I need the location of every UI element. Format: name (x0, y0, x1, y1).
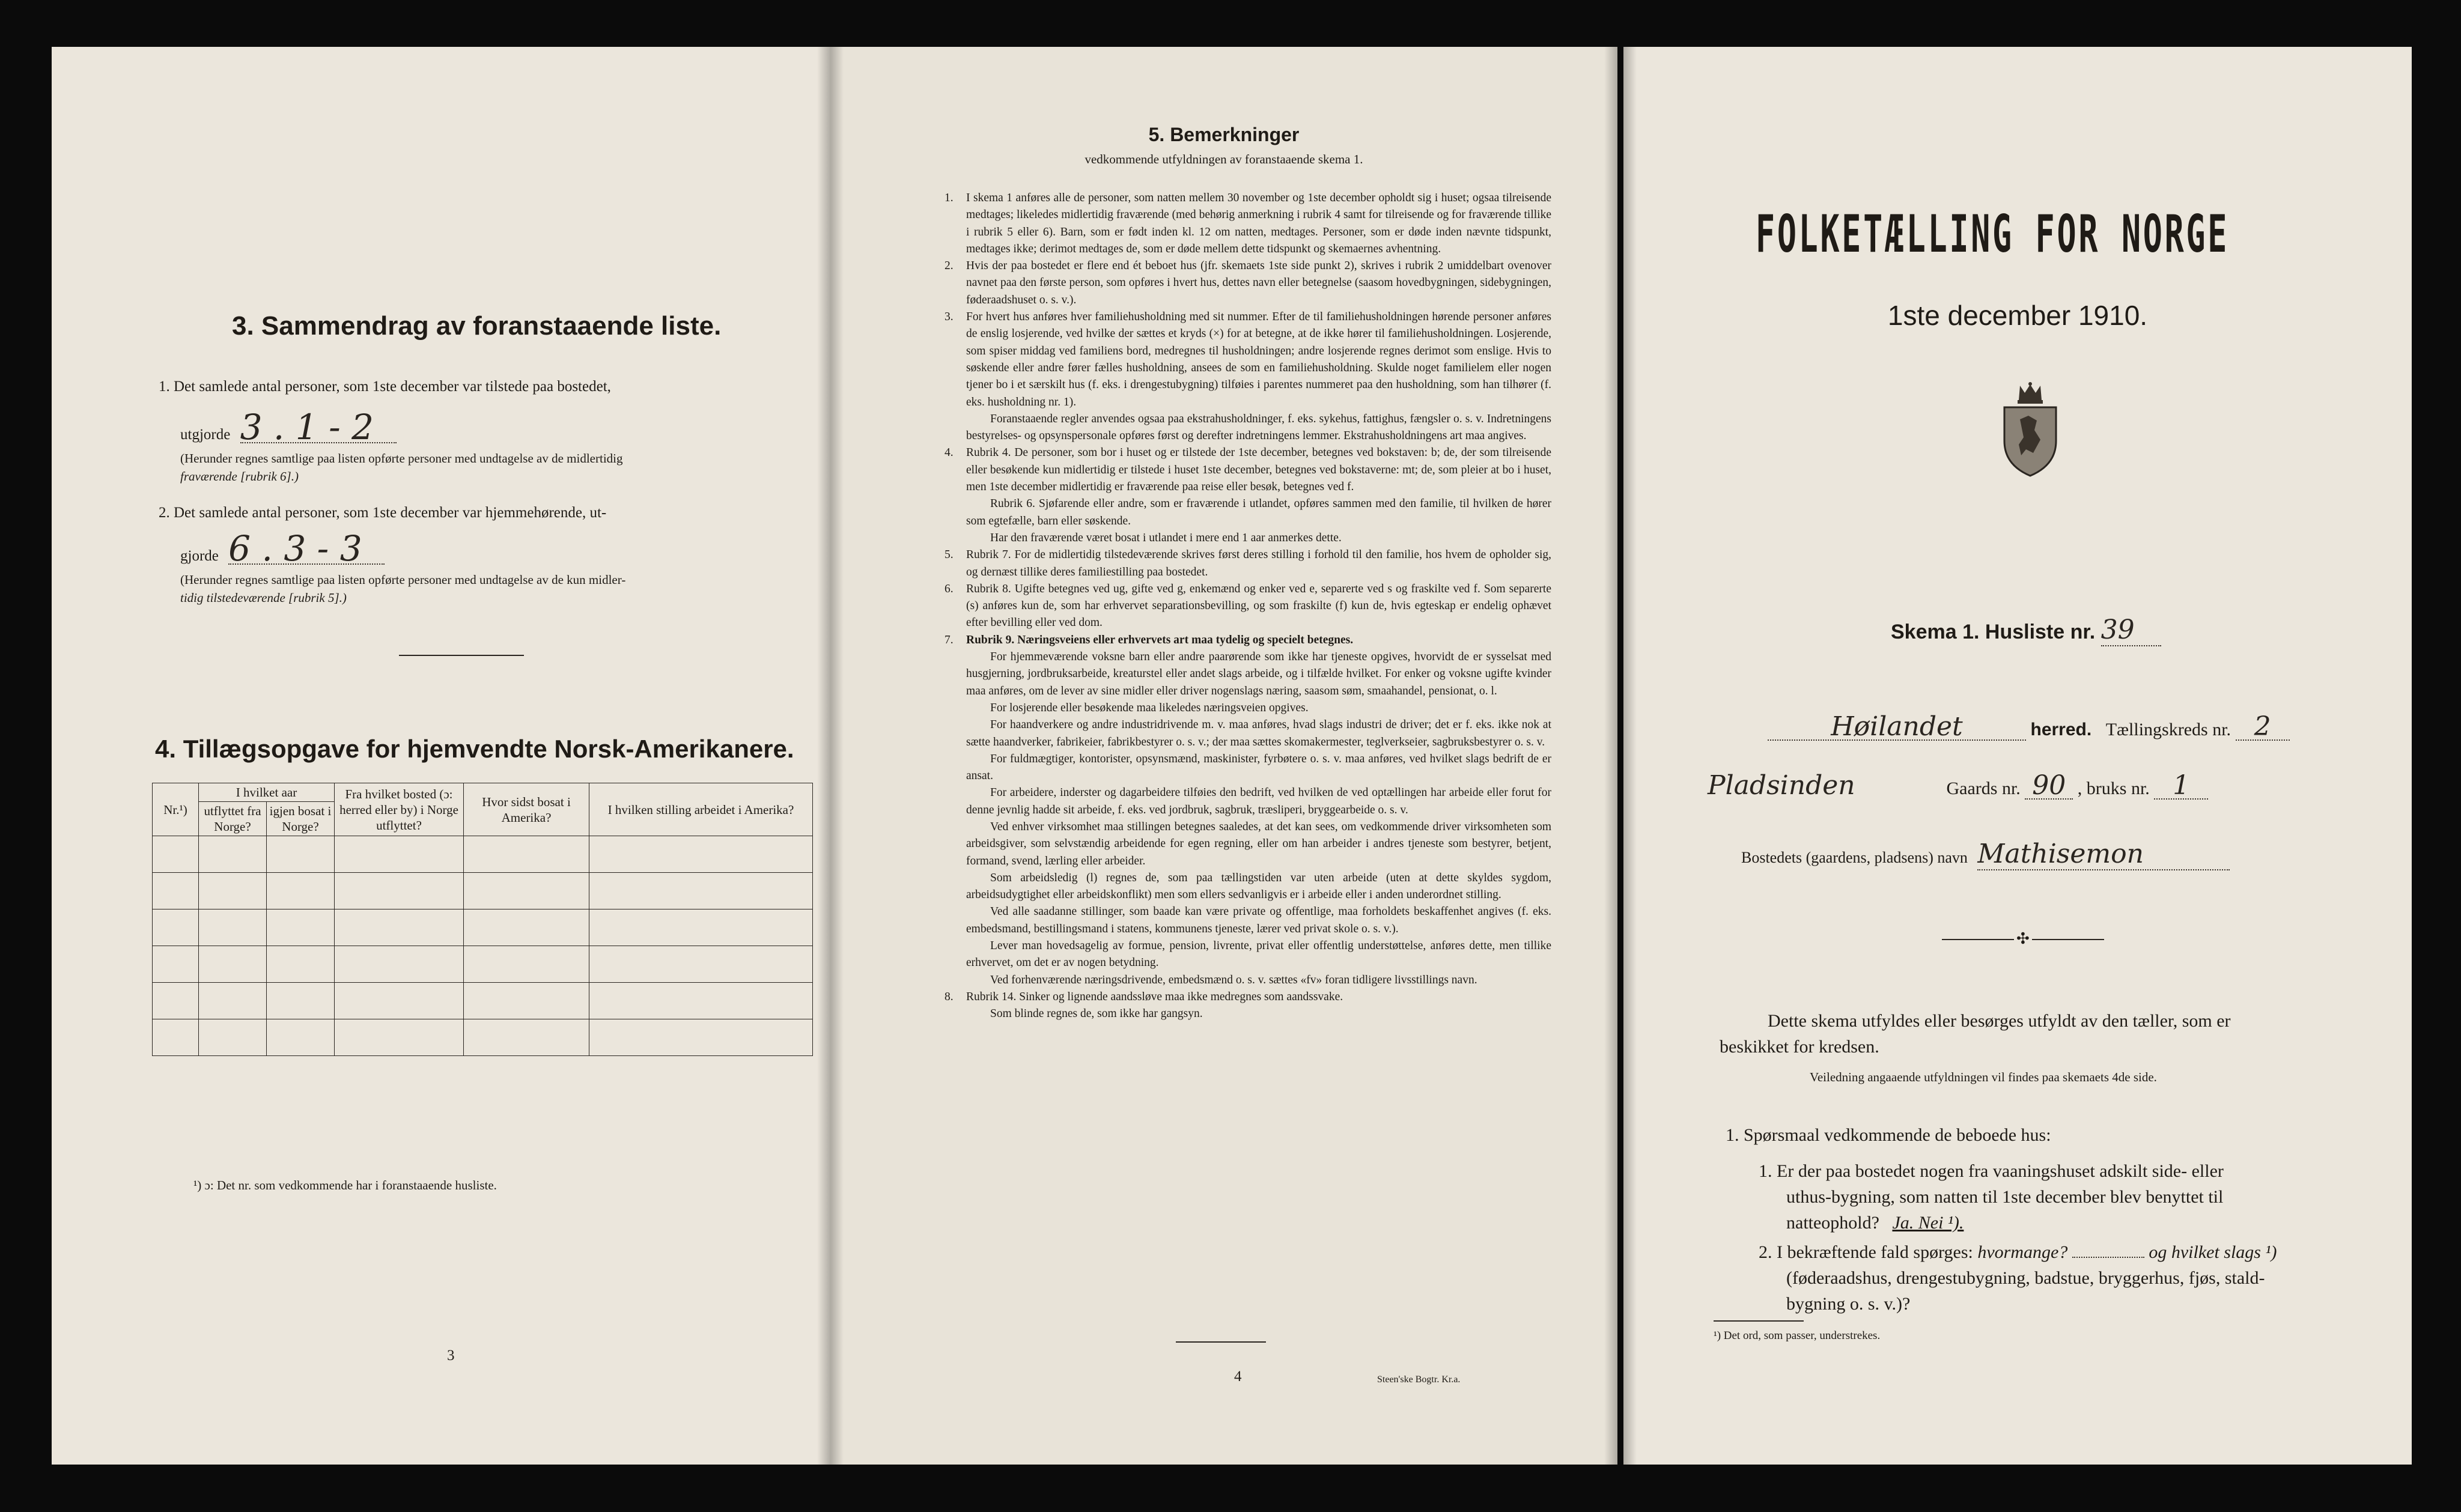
remark-8 (945, 989, 1551, 1023)
q1-2-line-a: 2. I bekræftende fald spørges: (1759, 1242, 1973, 1262)
intro-note: Veiledning angaaende utfyldningen vil findes paa skemaets 4de side. (1810, 1070, 2157, 1084)
bosted-value: Mathisemon (1977, 839, 2230, 870)
remark-text: Rubrik 8. Ugifte betegnes ved ug, gifte ved g, enkemænd og enker ved e, separerte ved s og fraskilte ved f. Som separerte (s) anføres kun de, som har erhvervet separationsbevilling, og som fraskilte (f) kun de, hvis egteskap er endelig ophævet efter bevilling eller ved dom. (966, 582, 1551, 630)
remark-num: 6. (945, 582, 954, 595)
remark-7 (945, 632, 1551, 989)
col-fra-bosted: Fra hvilket bosted (ɔ: herred eller by) i Norge utflyttet? (335, 783, 464, 836)
page-gutter-shadow (1623, 47, 1637, 1465)
table-row (153, 909, 813, 946)
utgjorde-label: utgjorde (180, 427, 231, 443)
item2-text: 2. Det samlede antal personer, som 1ste december var hjemmehørende, ut- (159, 505, 607, 521)
remarks-subtitle: vedkommende utfyldningen av foranstaaende skema 1. (1084, 152, 1363, 166)
q1-title-text: 1. Spørsmaal vedkommende de beboede hus: (1726, 1125, 2051, 1145)
gjorde-label: gjorde (180, 548, 219, 564)
intro-text (1720, 1008, 2332, 1060)
remark-para: Lever man hovedsagelig av formue, pension, livrente, privat eller offentlig understøttelse, anføres dette, men tillike erhvervet, om det er av nogen betydning. (966, 940, 1551, 970)
remark-num: 1. (945, 192, 954, 204)
remark-text-extra: Foranstaaende regler anvendes ogsaa paa ekstrahusholdninger, f. eks. sykehus, fattighus, fængsler o. s. v. Indretningens bestyrelses- og opsynspersonale opføres først og derefter indretningens lemmer. Ekstrahusholdningens art maa angives. (966, 412, 1551, 443)
remark-num: 4. (945, 446, 954, 460)
remark-text-extra: Har den fraværende været bosat i utlandet i mere end 1 aar anmerkes dette. (990, 531, 1342, 544)
remark-para: Som arbeidsledig (l) regnes de, som paa tællingstiden var uten arbeide (uten at dette skyldes sygdom, arbeidsudygtighet eller arbeidskonflikt) men som ellers sedvanligvis er i arbeide eller i anden underordnet stilling. (966, 871, 1551, 902)
page-gutter-shadow (1604, 47, 1617, 1465)
remarks-title: 5. Bemerkninger (1148, 124, 1300, 145)
page-middle (830, 47, 1617, 1465)
table-row (153, 836, 813, 873)
page-footnote: ¹) Det ord, som passer, understrekes. (1714, 1329, 1881, 1342)
q1-2-hvilket: og hvilket slags ¹) (2149, 1242, 2277, 1262)
remark-text-extra: Rubrik 6. Sjøfarende eller andre, som er fraværende i utlandet, opføres sammen med den familie, til hvilken de hører som egtefælle, barn eller søskende. (966, 497, 1551, 527)
item1-value: 3 . 1 - 2 (240, 412, 397, 443)
table-row (153, 873, 813, 909)
remark-2 (945, 258, 1551, 309)
remark-para: Ved forhenværende næringsdrivende, embedsmænd o. s. v. sættes «fv» foran tidligere livsstillings navn. (990, 973, 1477, 986)
item2-note-a: (Herunder regnes samtlige paa listen opførte personer med undtagelse av de kun midler- (180, 572, 626, 587)
col-utflyttet: utflyttet fra Norge? (199, 802, 267, 836)
remark-text: Rubrik 4. De personer, som bor i huset og er tilstede der 1ste december, betegnes ved bokstaven: b; de, der som tilreisende eller besøkende kun midlertidig er tilstede i huset 1ste december, betegnes ved bokstaverne: mt; de, som pleier at bo i huset, men 1ste december midlertidig er fraværende paa reise eller besøk, betegnes ved f. (966, 446, 1551, 494)
remark-text: Rubrik 9. Næringsveiens eller erhvervets art maa tydelig og specielt betegnes. (966, 633, 1354, 646)
table-row (153, 946, 813, 983)
col-nr: Nr.¹) (153, 783, 199, 836)
gaard-prefix: Pladsinden (1708, 770, 1855, 801)
item1-note-a: (Herunder regnes samtlige paa listen opførte personer med undtagelse av de midlertidig (180, 451, 623, 466)
remark-num: 3. (945, 311, 954, 324)
item2-note (180, 571, 823, 607)
remark-1 (945, 190, 1551, 258)
remark-num: 7. (945, 633, 954, 646)
table-row (153, 1019, 813, 1056)
footnote-divider (1714, 1320, 1804, 1322)
section4-title: 4. Tillægsopgave for hjemvendte Norsk-Amerikanere. (155, 735, 794, 763)
page-number-4: 4 (1234, 1368, 1242, 1385)
page-gutter-shadow (830, 47, 844, 1465)
q1-2-line-b: (føderaadshus, drengestubygning, badstue, bryggerhus, fjøs, stald- (1786, 1268, 2265, 1288)
intro-line-a: Dette skema utfyldes eller besørges utfyldt av den tæller, som er (1768, 1011, 2231, 1031)
gaards-nr-value: 90 (2025, 773, 2073, 800)
item2-value: 6 . 3 - 3 (228, 533, 385, 565)
census-date: 1ste december 1910. (1887, 300, 2148, 331)
remark-text: Rubrik 7. For de midlertidig tilstedeværende skrives først deres stilling i forhold til den familie, hos hvem de opholder sig, og dernæst tillike deres familiestilling paa bostedet. (966, 548, 1551, 578)
gaard-line (1708, 770, 2208, 801)
main-title: FOLKETÆLLING FOR NORGE (1756, 204, 2230, 264)
intro-line-b: beskikket for kredsen. (1720, 1037, 1879, 1057)
remarks-divider (1176, 1341, 1266, 1343)
question-1-2 (1759, 1239, 2359, 1317)
ornament-icon: ✣ (2014, 930, 2032, 948)
remark-para: Ved enhver virksomhet maa stillingen betegnes saaledes, at det kan sees, om vedkommende driver virksomheten som arbeidsgiver, som selvstændig arbeidende for egen regning, eller om han arbeider i andres tjeneste som bestyrer, betjent, formand, svend, lærling eller arbeider. (966, 820, 1551, 867)
table-row (153, 983, 813, 1019)
gaards-label: Gaards nr. (1946, 779, 2021, 798)
item2-utgjorde (180, 528, 385, 569)
remarks-list (945, 190, 1551, 1023)
table-footnote: ¹) ɔ: Det nr. som vedkommende har i foranstaaende husliste. (193, 1178, 497, 1192)
remark-6 (945, 581, 1551, 632)
q1-1-line-b: uthus-bygning, som natten til 1ste december blev benyttet til (1786, 1187, 2224, 1207)
remark-para: For losjerende eller besøkende maa likeledes næringsveien opgives. (990, 701, 1309, 714)
remark-5 (945, 547, 1551, 581)
remark-text: I skema 1 anføres alle de personer, som natten mellem 30 november og 1ste december opholdt sig i huset; ogsaa tilreisende medtages; likeledes midlertidig fraværende (med behørig anmerkning i rubrik 4 samt for tilreisende og for fraværende tillike i rubrik 5 eller 6). Barn, som er født inden kl. 12 om natten, medtages. Personer, som er døde inden nævnte tidspunkt, medtages ikke; derimot medtages de, som er døde mellem dette tidspunkt og skemaernes avhentning. (966, 192, 1551, 255)
remark-text: Rubrik 14. Sinker og lignende aandssløve maa ikke medregnes som aandssvake. (966, 990, 1343, 1003)
remark-text: For hvert hus anføres hver familiehusholdning med sit nummer. Efter de til familiehusholdningen hørende personer anføres de enslig losjerende, ved hvilke der sættes et kryds (×) for at betegne, at de ikke hører til familiehusholdningen. Losjerende, som spiser middag ved familiens bord, medregnes til husholdningen; andre losjerende regnes derimot som enslige. Hvis to søskende eller andre fører fælles husholdning, ansees de som en familiehusholdning. Skulde noget familielem eller nogen tjener bo i et særskilt hus (f. eks. i drengestubygning) tilføies i parentes nummeret paa den husholdning, som han tilhører (f. eks. husholdning nr. 1). (966, 311, 1551, 408)
question-1-1 (1759, 1158, 2359, 1236)
q1-2-hvormange: hvormange? (1977, 1242, 2068, 1262)
skema-line (1891, 615, 2161, 646)
q1-1-line-c: natteophold? (1786, 1213, 1879, 1233)
col-sidst-bosat: Hvor sidst bosat i Amerika? (464, 783, 589, 836)
printer-imprint: Steen'ske Bogtr. Kr.a. (1377, 1374, 1461, 1385)
remark-para: For arbeidere, inderster og dagarbeidere tilføies den bedrift, ved hvilken de ved optællingen har arbeide eller forut for denne jevnlig hadde sit arbeide, f. eks. ved jordbruk, sagbruk, træsliperi, bryggearbeide o. s. v. (966, 786, 1551, 816)
item1-note-b: fraværende [rubrik 6].) (180, 469, 299, 484)
col-stilling: I hvilken stilling arbeidet i Amerika? (589, 783, 813, 836)
remark-4 (945, 445, 1551, 547)
remark-text: Hvis der paa bostedet er flere end ét beboet hus (jfr. skemaets 1ste side punkt 2), skrives i rubrik 2 umiddelbart ovenover navnet paa den første person, som opføres i hvert hus, dettes navn eller betegnelse (saasom hovedbygningen, sidebygningen, føderaadshuset o. s. v.). (966, 260, 1551, 306)
remark-text-extra: Som blinde regnes de, som ikke har gangsyn. (990, 1007, 1203, 1021)
herred-line (1768, 711, 2290, 742)
tellingskreds-value: 2 (2236, 714, 2290, 741)
skema-label: Skema 1. Husliste nr. (1891, 621, 2096, 643)
herred-label: herred. (2030, 720, 2092, 739)
bruks-label: , bruks nr. (2077, 779, 2150, 798)
q1-2-line-c: bygning o. s. v.)? (1786, 1294, 1911, 1314)
norsk-amerikaner-table (152, 783, 813, 1056)
q1-1-line-a: 1. Er der paa bostedet nogen fra vaaningshuset adskilt side- eller (1759, 1161, 2224, 1181)
page-number-3: 3 (447, 1347, 455, 1364)
remark-para: Ved alle saadanne stillinger, som baade kan være private og offentlige, maa forholdets beskaffenhet angives (f. eks. embedsmand, bestillingsmand i statens, kommunens tjeneste, lærer ved privat skole o. s. v.). (966, 905, 1551, 935)
remark-para: For hjemmeværende voksne barn eller andre paarørende som ikke har tjeneste opgives, hvorvidt de er sysselsat med husgjerning, jordbruksarbeide, kreaturstel eller andet slags arbeide, og i tilfælde hvilket. For enker og voksne ugifte kvinder maa anføres, om de lever av sine midler eller driver nogenslags næring, saasom søm, smaahandel, pensionat, o. l. (966, 651, 1551, 697)
tellingskreds-label: Tællingskreds nr. (2105, 720, 2231, 739)
q1-2-blank (2072, 1257, 2144, 1258)
remark-num: 5. (945, 548, 954, 562)
page-left (52, 47, 830, 1465)
remark-num: 2. (945, 260, 954, 273)
q1-1-answer: Ja. Nei ¹). (1892, 1213, 1964, 1233)
page-gutter-shadow (817, 47, 830, 1465)
bosted-line (1741, 839, 2230, 870)
remark-3 (945, 309, 1551, 445)
item2-note-b: tidig tilstedeværende [rubrik 5].) (180, 591, 347, 605)
section-divider (399, 655, 524, 656)
herred-value: Høilandet (1768, 714, 2026, 741)
remark-num: 8. (945, 990, 954, 1003)
section3-title: 3. Sammendrag av foranstaaende liste. (232, 311, 722, 341)
remark-para: For fuldmægtiger, kontorister, opsynsmænd, maskinister, fyrbøtere o. s. v. maa anføres, ved hvilket slags bedrift de er ansat. (966, 752, 1551, 783)
item1-utgjorde (180, 407, 397, 448)
bosted-label: Bostedets (gaardens, pladsens) navn (1741, 849, 1968, 866)
item1-note (180, 449, 823, 485)
bruks-nr-value: 1 (2154, 773, 2208, 800)
item1-text: 1. Det samlede antal personer, som 1ste december var tilstede paa bostedet, (159, 378, 611, 395)
col-igjen: igjen bosat i Norge? (267, 802, 335, 836)
remark-para: For haandverkere og andre industridrivende m. v. maa anføres, hvad slags industri de driver; det er f. eks. ikke nok at sætte haandverker, fabrikeier, fabrikbestyrer o. s. v.; der maa sættes skomakermester, teglverkseier, sagbruksbestyrer o. s. v. (966, 718, 1551, 748)
page-right (1623, 47, 2412, 1465)
husliste-nr-value: 39 (2101, 615, 2161, 646)
col-group-aar: I hvilket aar (199, 783, 335, 802)
coat-of-arms-icon (1997, 382, 2063, 478)
question-1-title (1726, 1122, 2051, 1148)
